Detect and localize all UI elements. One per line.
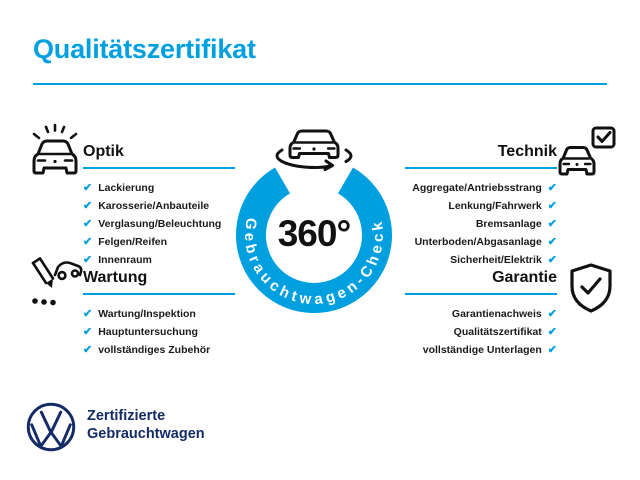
check-item-label: Unterboden/Abgasanlage: [414, 236, 542, 248]
check-icon: ✔: [547, 307, 557, 320]
check-icon: ✔: [547, 253, 557, 266]
badge-value: 360°: [277, 213, 351, 254]
check-item: [405, 251, 557, 269]
check-item: [83, 251, 235, 269]
check-list: [83, 179, 235, 269]
title-divider: [33, 83, 607, 85]
section-title: Technik: [497, 143, 557, 160]
section-divider: [405, 167, 557, 169]
inspection-pencil-car-icon: [24, 254, 84, 314]
check-item-label: Verglasung/Beleuchtung: [98, 218, 222, 230]
check-list: [405, 179, 557, 269]
footer-claim: [87, 407, 205, 443]
section-title: Optik: [83, 143, 124, 160]
check-item-label: vollständige Unterlagen: [422, 344, 542, 356]
check-item-label: Wartung/Inspektion: [98, 308, 196, 320]
check-icon: ✔: [83, 217, 93, 230]
check-item: [405, 233, 557, 251]
car-checkbox-icon: [556, 124, 618, 182]
section-divider: [405, 293, 557, 295]
section-divider: [83, 293, 235, 295]
check-icon: ✔: [547, 199, 557, 212]
footer-claim-line2: Gebrauchtwagen: [87, 426, 205, 442]
section-garantie: [405, 268, 557, 359]
check-list: [83, 305, 235, 359]
check-icon: ✔: [547, 325, 557, 338]
check-item-label: Hauptuntersuchung: [98, 326, 198, 338]
check-item: [405, 323, 557, 341]
check-item-label: Felgen/Reifen: [98, 236, 168, 248]
badge-ring-label: Gebrauchtwagen-Check: [240, 216, 388, 309]
360-check-badge: [230, 120, 400, 320]
check-icon: ✔: [83, 181, 93, 194]
check-item: [83, 305, 235, 323]
check-icon: ✔: [547, 181, 557, 194]
footer-claim-line1: Zertifizierte: [87, 408, 166, 424]
check-item: [405, 341, 557, 359]
check-item-label: Karosserie/Anbauteile: [98, 200, 210, 212]
check-icon: ✔: [83, 253, 93, 266]
check-icon: ✔: [547, 343, 557, 356]
section-optik: [83, 142, 235, 269]
check-item: [405, 179, 557, 197]
check-item: [405, 215, 557, 233]
section-divider: [83, 167, 235, 169]
check-item: [405, 197, 557, 215]
check-item-label: Lenkung/Fahrwerk: [448, 200, 542, 212]
vw-logo: [26, 402, 76, 452]
check-icon: ✔: [83, 307, 93, 320]
check-item: [83, 215, 235, 233]
shiny-car-icon: [26, 122, 84, 182]
shield-check-icon: [568, 262, 614, 314]
check-item: [405, 305, 557, 323]
check-item-label: Garantienachweis: [451, 308, 542, 320]
check-item: [83, 323, 235, 341]
check-icon: ✔: [547, 217, 557, 230]
page-title: Qualitätszertifikat: [33, 34, 256, 64]
car-rotation-icon: [277, 131, 351, 170]
section-wartung: [83, 268, 235, 359]
check-item: [83, 179, 235, 197]
check-item: [83, 341, 235, 359]
check-item-label: Aggregate/Antriebsstrang: [412, 182, 542, 194]
section-title: Wartung: [83, 269, 148, 286]
check-icon: ✔: [83, 199, 93, 212]
check-item-label: Lackierung: [98, 182, 155, 194]
check-icon: ✔: [547, 235, 557, 248]
check-item-label: Sicherheit/Elektrik: [450, 254, 542, 266]
section-technik: [405, 142, 557, 269]
check-item-label: Qualitätszertifikat: [453, 326, 542, 338]
check-item-label: vollständiges Zubehör: [98, 344, 211, 356]
check-item: [83, 197, 235, 215]
check-icon: ✔: [83, 343, 93, 356]
check-item-label: Innenraum: [98, 254, 152, 266]
check-icon: ✔: [83, 235, 93, 248]
check-item-label: Bremsanlage: [475, 218, 542, 230]
check-icon: ✔: [83, 325, 93, 338]
check-list: [405, 305, 557, 359]
section-title: Garantie: [492, 269, 557, 286]
check-item: [83, 233, 235, 251]
